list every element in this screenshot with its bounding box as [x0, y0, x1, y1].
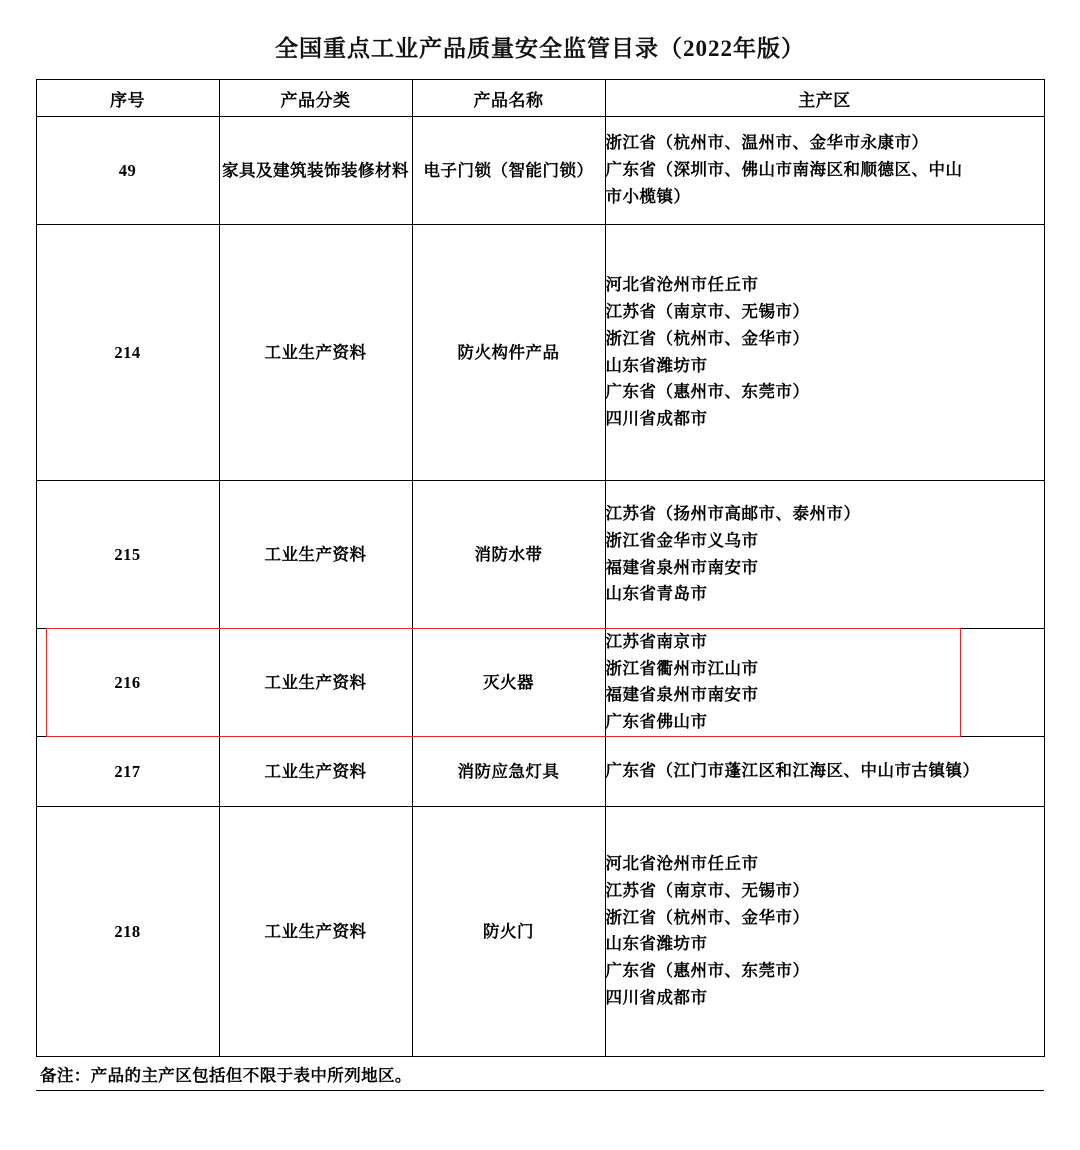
region-line: 山东省青岛市 — [605, 584, 708, 604]
table-row — [36, 736, 1044, 806]
column-header-sequence: 序号 — [36, 80, 219, 117]
region-line: 河北省沧州市任丘市 — [605, 275, 759, 295]
cell-product-name: 消防应急灯具 — [412, 736, 605, 806]
region-line: 四川省成都市 — [605, 408, 708, 428]
cell-main-region — [605, 481, 1044, 629]
cell-product-name: 消防水带 — [412, 481, 605, 629]
table-body — [36, 117, 1044, 1057]
cell-sequence: 215 — [36, 481, 219, 629]
cell-product-name: 防火门 — [412, 806, 605, 1056]
region-line: 广东省（惠州市、东莞市） — [605, 382, 810, 402]
region-line: 广东省佛山市 — [605, 712, 708, 732]
cell-product-name: 灭火器 — [412, 629, 605, 737]
region-line: 市小榄镇） — [605, 186, 691, 206]
table-row — [36, 481, 1044, 629]
cell-category: 家具及建筑装饰装修材料 — [219, 117, 412, 225]
region-line: 江苏省（南京市、无锡市） — [605, 302, 810, 322]
cell-sequence: 216 — [36, 629, 219, 737]
region-line: 广东省（深圳市、佛山市南海区和顺德区、中山 — [605, 160, 963, 180]
region-line: 福建省泉州市南安市 — [605, 557, 759, 577]
region-line: 福建省泉州市南安市 — [605, 685, 759, 705]
column-header-product-name: 产品名称 — [412, 80, 605, 117]
cell-main-region — [605, 117, 1044, 225]
table-row — [36, 806, 1044, 1056]
region-line: 广东省（惠州市、东莞市） — [605, 961, 810, 981]
cell-main-region — [605, 736, 1044, 806]
cell-category: 工业生产资料 — [219, 736, 412, 806]
table-footnote: 备注：产品的主产区包括但不限于表中所列地区。 — [36, 1057, 1044, 1091]
cell-main-region — [605, 629, 1044, 737]
cell-category: 工业生产资料 — [219, 225, 412, 481]
region-line: 浙江省衢州市江山市 — [605, 658, 759, 678]
table-row — [36, 225, 1044, 481]
table-row — [36, 629, 1044, 737]
region-line: 广东省（江门市蓬江区和江海区、中山市古镇镇） — [605, 761, 980, 781]
region-line: 江苏省南京市 — [605, 632, 708, 651]
cell-category: 工业生产资料 — [219, 806, 412, 1056]
column-header-main-region: 主产区 — [605, 80, 1044, 117]
column-header-category: 产品分类 — [219, 80, 412, 117]
region-line: 浙江省（杭州市、金华市） — [605, 907, 810, 927]
catalog-table — [36, 79, 1045, 1057]
page-title: 全国重点工业产品质量安全监管目录（2022年版） — [275, 36, 805, 61]
region-line: 江苏省（扬州市高邮市、泰州市） — [605, 504, 861, 524]
region-line: 山东省潍坊市 — [605, 934, 708, 954]
region-line: 四川省成都市 — [605, 987, 708, 1007]
cell-product-name: 电子门锁（智能门锁） — [412, 117, 605, 225]
cell-product-name: 防火构件产品 — [412, 225, 605, 481]
region-line: 浙江省（杭州市、温州市、金华市永康市） — [605, 133, 929, 153]
cell-sequence: 218 — [36, 806, 219, 1056]
cell-sequence: 214 — [36, 225, 219, 481]
cell-category: 工业生产资料 — [219, 481, 412, 629]
region-line: 河北省沧州市任丘市 — [605, 854, 759, 874]
table-header-row — [36, 80, 1044, 117]
cell-category: 工业生产资料 — [219, 629, 412, 737]
region-line: 浙江省（杭州市、金华市） — [605, 328, 810, 348]
cell-main-region — [605, 806, 1044, 1056]
region-line: 江苏省（南京市、无锡市） — [605, 880, 810, 900]
region-line: 浙江省金华市义乌市 — [605, 530, 759, 550]
cell-main-region — [605, 225, 1044, 481]
cell-sequence: 49 — [36, 117, 219, 225]
table-row — [36, 117, 1044, 225]
region-line: 山东省潍坊市 — [605, 355, 708, 375]
cell-sequence: 217 — [36, 736, 219, 806]
